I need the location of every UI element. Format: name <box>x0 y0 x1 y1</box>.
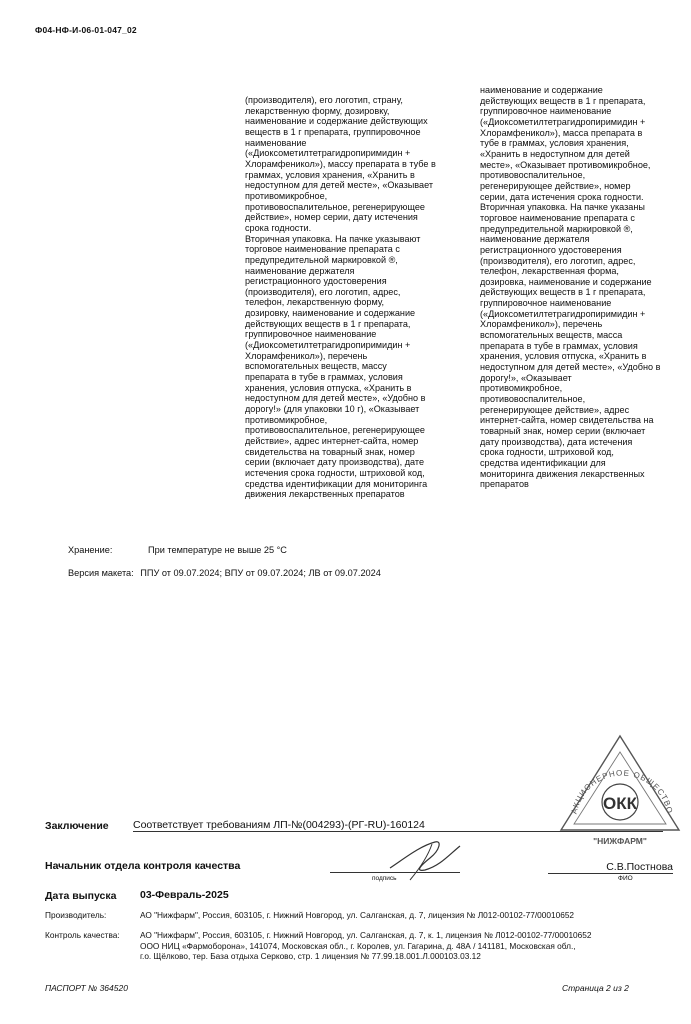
text-line: серии (включает дату производства), дате <box>245 457 425 468</box>
stamp-bottom-text: "НИЖФАРМ" <box>593 836 647 846</box>
text-line: регенерирующее действие», адрес <box>480 404 630 415</box>
storage-label: Хранение: <box>68 545 113 555</box>
text-line: средства идентификации для <box>480 457 606 468</box>
text-line: недоступном для детей месте», «Удобно в <box>245 393 426 404</box>
text-line: противовоспалительное, регенерирующее <box>245 201 425 212</box>
text-line: действующих веществ в 1 г препарата, <box>245 318 411 329</box>
text-line: противомикробное, <box>245 190 328 201</box>
text-line: вспомогательных веществ, массу <box>245 361 387 372</box>
text-line: срока годности, штриховой код, <box>480 447 614 458</box>
text-line: движения лекарственных препаратов <box>245 489 405 500</box>
text-line: препарата в тубе в граммах, условия <box>480 340 638 351</box>
text-line: действующих веществ в 1 г препарата, <box>480 95 646 106</box>
text-line: интернет-сайта, номер свидетельства на <box>480 415 654 426</box>
version-row <box>68 568 381 578</box>
text-line: дорогу!», «Оказывает <box>480 372 572 383</box>
text-line: (производителя), его логотип, страну, <box>245 95 403 105</box>
text-line: («Диоксометилтетрагидропиримидин + <box>245 148 411 159</box>
text-line: группировочное наименование <box>245 329 377 340</box>
text-line: недоступном для детей месте», «Оказывает <box>245 180 434 191</box>
page-indicator: Страница 2 из 2 <box>562 983 629 993</box>
version-value: ППУ от 09.07.2024; ВПУ от 09.07.2024; ЛВ от 09.07.2024 <box>140 568 381 578</box>
handwritten-signature <box>380 828 470 888</box>
text-line: Хлорамфеникол»), перечень <box>245 350 368 361</box>
text-line: противомикробное, <box>480 383 563 394</box>
text-line: (производителя), его логотип, адрес, <box>480 255 636 266</box>
conclusion-value: Соответствует требованиям ЛП-№(004293)-(РГ-RU)-160124 <box>133 819 663 832</box>
text-line: свидетельства на товарный знак, номер <box>245 446 415 457</box>
passport-number: ПАСПОРТ № 364520 <box>45 983 128 993</box>
text-line: лекарственную форму, дозировку, <box>245 105 390 116</box>
right-text-column <box>480 85 660 490</box>
text-line: веществ в 1 г препарата, группировочное <box>245 126 421 137</box>
version-label: Версия макета: <box>68 568 134 578</box>
text-line: мониторинга движения лекарственных <box>480 468 645 479</box>
text-line: (производителя), его логотип, адрес, <box>245 286 401 297</box>
qc-head-name: С.В.Постнова <box>548 861 673 874</box>
quality-control-line: г.о. Щёлково, тер. База отдыха Серково, стр. 1 лицензия № 77.99.18.001.Л.000103.03.12 <box>140 951 481 961</box>
text-line: Хлорамфеникол»), массу препарата в тубе в <box>245 158 436 169</box>
text-line: наименование держателя <box>245 265 355 276</box>
text-line: группировочное наименование <box>480 106 612 117</box>
text-line: дозировка, наименование и содержание <box>480 276 652 287</box>
text-line: граммах, условия хранения, «Хранить в <box>245 169 415 180</box>
text-line: торговое наименование препарата с <box>480 212 635 223</box>
text-line: телефон, лекарственная форма, <box>480 266 619 277</box>
text-line: серии, дата истечения срока годности. <box>480 191 644 202</box>
text-line: вспомогательных веществ, масса <box>480 330 623 341</box>
text-line: противовоспалительное, <box>480 170 586 181</box>
text-line: наименование <box>245 137 307 148</box>
text-line: Вторичная упаковка. На пачке указаны <box>480 202 645 213</box>
stamp-ring-text: АКЦИОНЕРНОЕ ОБЩЕСТВО <box>569 768 675 815</box>
text-line: регистрационного удостоверения <box>245 276 387 287</box>
text-line: группировочное наименование <box>480 298 612 309</box>
text-line: противовоспалительное, регенерирующее <box>245 425 425 436</box>
stamp-center-text: ОКК <box>603 794 637 813</box>
text-line: «Хранить в недоступном для детей <box>480 148 630 159</box>
name-caption: ФИО <box>618 875 633 882</box>
text-line: средства идентификации для мониторинга <box>245 478 428 489</box>
storage-value: При температуре не выше 25 °С <box>148 545 287 555</box>
text-line: регенерирующее действие», номер <box>480 180 631 191</box>
quality-control-label: Контроль качества: <box>45 930 120 940</box>
text-line: Хлорамфеникол»), масса препарата в <box>480 127 643 138</box>
text-line: («Диоксометилтетрагидропиримидин + <box>480 116 646 127</box>
manufacturer-value: АО "Нижфарм", Россия, 603105, г. Нижний Новгород, ул. Салганская, д. 7, лицензия № Л012-00102-77/00010652 <box>140 910 575 920</box>
text-line: противовоспалительное, <box>480 394 586 405</box>
conclusion-label: Заключение <box>45 820 109 832</box>
text-line: тубе в граммах, условия хранения, <box>480 138 629 149</box>
text-line: наименование и содержание <box>480 85 603 95</box>
text-line: наименование и содержание действующих <box>245 116 428 127</box>
text-line: наименование держателя <box>480 234 590 245</box>
manufacturer-label: Производитель: <box>45 910 107 920</box>
issue-date: 03-Февраль-2025 <box>140 889 229 901</box>
text-line: хранения, условия отпуска, «Хранить в <box>480 351 647 362</box>
text-line: предупредительной маркировкой ®, <box>480 223 633 234</box>
text-line: срока годности. <box>245 222 312 233</box>
text-line: («Диоксометилтетрагидропиримидин + <box>245 340 411 351</box>
text-line: дозировку, наименование и содержание <box>245 308 416 319</box>
text-line: препарата в тубе в граммах, условия <box>245 372 403 383</box>
text-line: недоступном для детей месте», «Удобно в <box>480 362 661 373</box>
text-line: телефон, лекарственную форму, <box>245 297 385 308</box>
qc-head-label: Начальник отдела контроля качества <box>45 860 241 872</box>
document-code: Ф04-НФ-И-06-01-047_02 <box>35 25 137 35</box>
text-line: действующих веществ в 1 г препарата, <box>480 287 646 298</box>
issue-label: Дата выпуска <box>45 890 117 902</box>
text-line: истечения срока годности, штриховой код, <box>245 467 425 478</box>
text-line: препаратов <box>480 479 529 490</box>
text-line: Хлорамфеникол»), перечень <box>480 319 603 330</box>
quality-control-line: ООО НИЦ «Фармоборона», 141074, Московская обл., г. Королев, ул. Гагарина, д. 48А / 141181, Московская обл., <box>140 940 576 951</box>
text-line: хранения, условия отпуска, «Хранить в <box>245 382 412 393</box>
text-line: товарный знак, номер серии (включает <box>480 426 646 436</box>
text-line: месте», «Оказывает противомикробное, <box>480 159 651 170</box>
text-line: противомикробное, <box>245 414 328 425</box>
left-text-column <box>245 95 436 500</box>
text-line: торговое наименование препарата с <box>245 244 400 255</box>
quality-control-lines <box>140 930 592 962</box>
text-line: дорогу!» (для упаковки 10 г), «Оказывает <box>245 404 420 415</box>
quality-control-line: АО "Нижфарм", Россия, 603105, г. Нижний Новгород, ул. Салганская, д. 7, к. 1, лицензия № Л012-00102-77/00010652 <box>140 930 592 940</box>
text-line: регистрационного удостоверения <box>480 244 622 255</box>
text-line: дату производства), дата истечения <box>480 436 633 447</box>
text-line: действие», адрес интернет-сайта, номер <box>245 436 419 446</box>
text-line: Вторичная упаковка. На пачке указывают <box>245 233 421 244</box>
text-line: («Диоксометилтетрагидропиримидин + <box>480 308 646 319</box>
signature-caption: подпись <box>372 875 397 882</box>
text-line: действие», номер серии, дату истечения <box>245 212 418 223</box>
text-line: предупредительной маркировкой ®, <box>245 254 398 265</box>
